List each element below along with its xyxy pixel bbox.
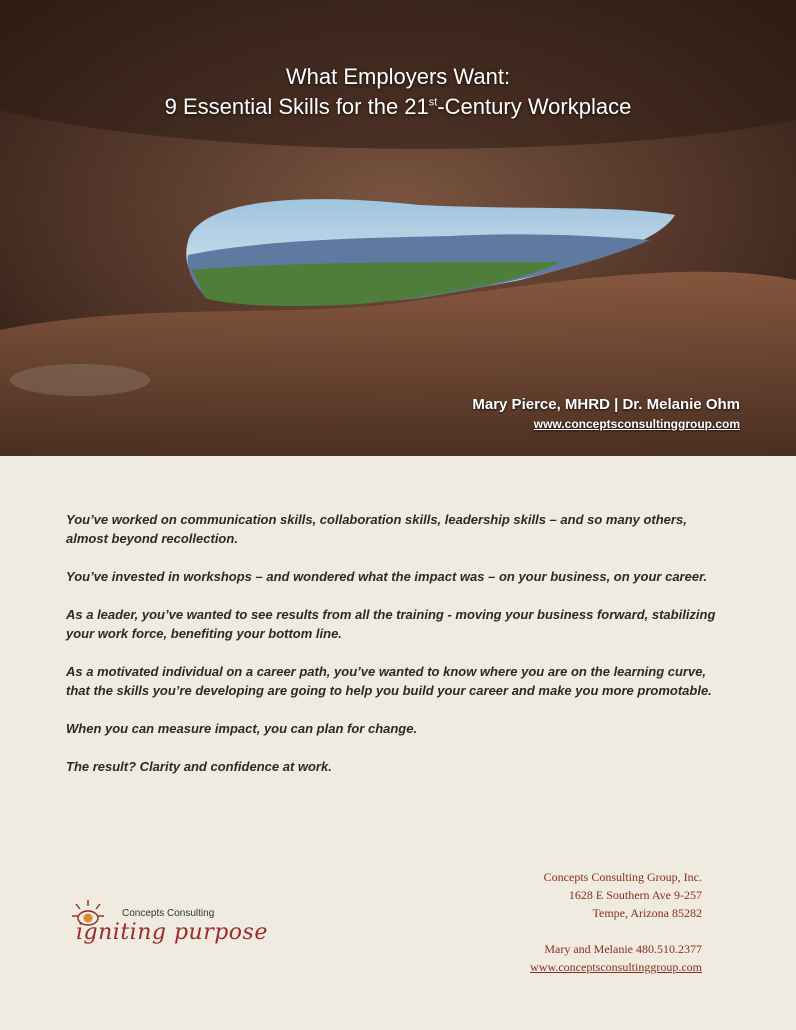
title-line-2-suffix: -Century Workplace — [437, 94, 632, 119]
title-superscript: st — [428, 96, 438, 109]
contact-city: Tempe, Arizona 85282 — [592, 906, 702, 920]
paragraph: The result? Clarity and confidence at work. — [66, 759, 332, 774]
contact-block — [530, 868, 702, 976]
document-title — [0, 62, 796, 122]
paragraph: You’ve worked on communication skills, collaboration skills, leadership skills – and so many others, almost beyond recollection. — [66, 512, 687, 546]
contact-phone: Mary and Melanie 480.510.2377 — [544, 942, 702, 956]
paragraph: As a motivated individual on a career path, you’ve wanted to know where you are on the learning curve, that the skills you’re developing are going to help you build your career and make you more promotable. — [66, 664, 712, 698]
logo-tagline: igniting purpose — [76, 920, 268, 945]
header-website-link[interactable]: www.conceptsconsultinggroup.com — [533, 417, 740, 431]
company-logo — [70, 898, 270, 958]
contact-company: Concepts Consulting Group, Inc. — [543, 870, 702, 884]
contact-website-link[interactable]: www.conceptsconsultinggroup.com — [530, 960, 702, 974]
title-line-2-text: 9 Essential Skills for the 21 — [164, 94, 429, 119]
title-line-2 — [0, 92, 796, 122]
paragraph: You’ve invested in workshops – and wondered what the impact was – on your business, on your career. — [66, 569, 708, 584]
body-text — [66, 510, 726, 795]
contact-street: 1628 E Southern Ave 9-257 — [568, 888, 702, 902]
logo-company-name: Concepts Consulting — [122, 908, 215, 919]
title-line-1: What Employers Want: — [285, 64, 511, 89]
authors: Mary Pierce, MHRD | Dr. Melanie Ohm — [472, 396, 740, 413]
paragraph: When you can measure impact, you can plan for change. — [66, 721, 418, 736]
paragraph: As a leader, you’ve wanted to see results from all the training - moving your business forward, stabilizing your work force, benefiting your bottom line. — [66, 607, 716, 641]
